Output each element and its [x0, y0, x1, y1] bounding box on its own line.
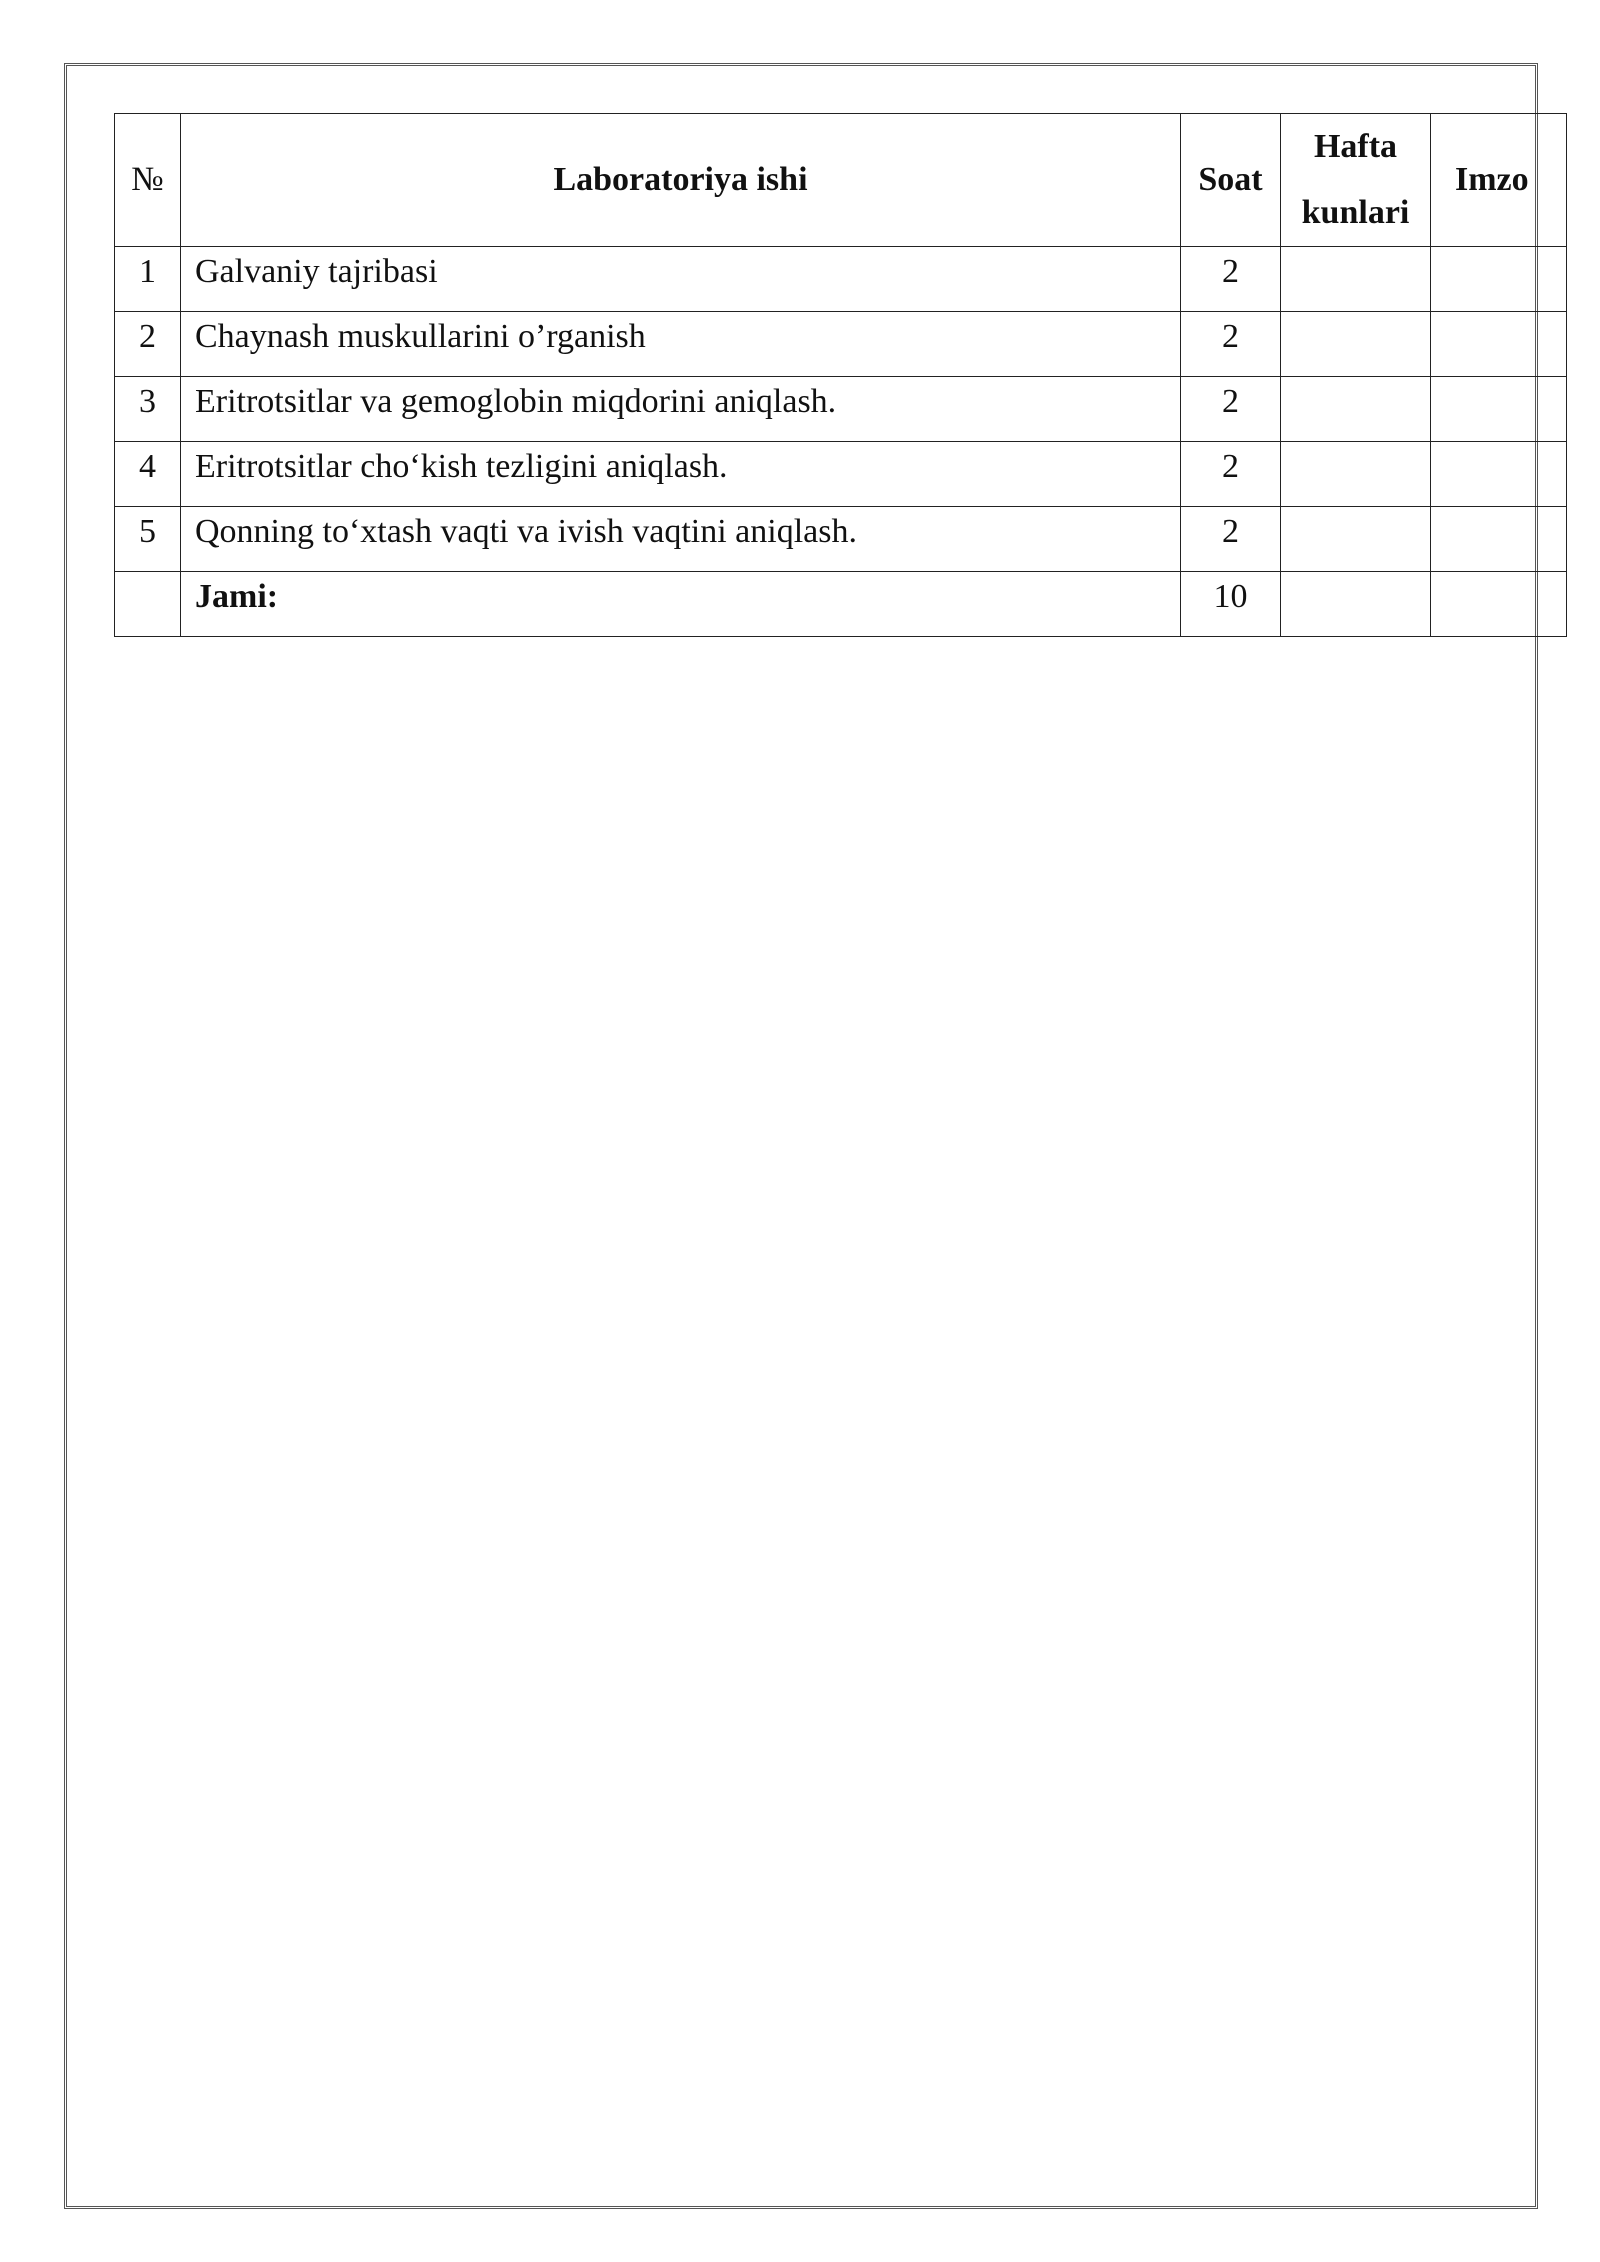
row-week-days-cell[interactable]: [1281, 312, 1431, 377]
header-week-days: [1281, 114, 1431, 247]
row-number: 4: [115, 442, 181, 507]
row-lab-name: Eritrotsitlar cho‘kish tezligini aniqlash.: [181, 442, 1181, 507]
lab-schedule-table: [114, 113, 1567, 637]
table-row: [115, 247, 1567, 312]
header-hours: Soat: [1181, 114, 1281, 247]
row-hours: 2: [1181, 507, 1281, 572]
row-number: 2: [115, 312, 181, 377]
row-signature-cell[interactable]: [1431, 247, 1567, 312]
row-lab-name: Eritrotsitlar va gemoglobin miqdorini aniqlash.: [181, 377, 1181, 442]
row-number: 5: [115, 507, 181, 572]
header-week-days-line1: Hafta: [1313, 128, 1398, 165]
table-row: [115, 507, 1567, 572]
row-number: 1: [115, 247, 181, 312]
row-hours: 2: [1181, 377, 1281, 442]
header-number: №: [115, 114, 181, 247]
row-signature-cell[interactable]: [1431, 442, 1567, 507]
total-week-days-cell: [1281, 572, 1431, 637]
header-week-days-line2: kunlari: [1301, 194, 1410, 231]
row-hours: 2: [1181, 247, 1281, 312]
header-signature: Imzo: [1431, 114, 1567, 247]
row-lab-name: Qonning to‘xtash vaqti va ivish vaqtini aniqlash.: [181, 507, 1181, 572]
row-signature-cell[interactable]: [1431, 377, 1567, 442]
total-signature-cell: [1431, 572, 1567, 637]
row-hours: 2: [1181, 442, 1281, 507]
row-lab-name: Chaynash muskullarini o’rganish: [181, 312, 1181, 377]
row-week-days-cell[interactable]: [1281, 507, 1431, 572]
row-week-days-cell[interactable]: [1281, 377, 1431, 442]
header-lab-work: Laboratoriya ishi: [181, 114, 1181, 247]
row-signature-cell[interactable]: [1431, 312, 1567, 377]
table-row: [115, 442, 1567, 507]
row-hours: 2: [1181, 312, 1281, 377]
row-signature-cell[interactable]: [1431, 507, 1567, 572]
row-week-days-cell[interactable]: [1281, 442, 1431, 507]
total-label: Jami:: [181, 572, 1181, 637]
table-row: [115, 377, 1567, 442]
total-number-cell: [115, 572, 181, 637]
table-header-row: [115, 114, 1567, 247]
row-week-days-cell[interactable]: [1281, 247, 1431, 312]
row-number: 3: [115, 377, 181, 442]
table-row: [115, 312, 1567, 377]
total-hours: 10: [1181, 572, 1281, 637]
row-lab-name: Galvaniy tajribasi: [181, 247, 1181, 312]
total-row: [115, 572, 1567, 637]
